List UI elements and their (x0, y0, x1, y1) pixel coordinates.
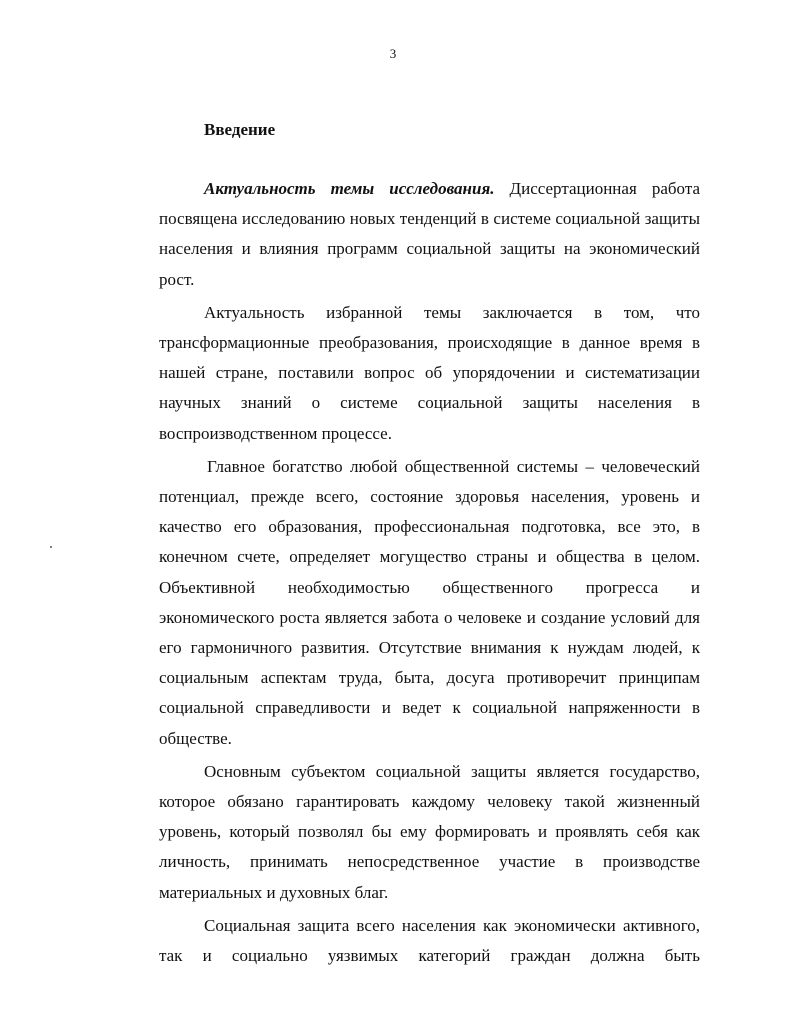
paragraph-human-potential (159, 452, 700, 754)
paragraph-population-protection (159, 911, 700, 971)
page-number: 3 (389, 46, 397, 61)
paragraph-text: Основным субъектом социальной защиты является государство, которое обязано гарантировать каждому человеку такой жизненный уровень, который позволял бы ему формировать и проявлять себя как личность, принимать непосредственное участие в производстве материальных и духовных благ. (159, 761, 700, 902)
paragraph-lead: Актуальность темы исследования. (204, 179, 495, 198)
paragraph-state-role (159, 757, 700, 908)
paragraph-text: Диссертационная работа посвящена исследованию новых тенденций в системе социальной защиты населения и влияния программ социальной защиты на экономический рост. (159, 179, 700, 289)
paragraph-text: Главное богатство любой общественной системы – человеческий потенциал, прежде всего, состояние здоровья населения, уровень и качество его образования, профессиональная подготовка, все это, в конечном счете, определяет могущество страны и общества в целом. Объективной необходимостью общественного прогресса и экономического роста является забота о человеке и создание условий для его гармоничного развития. Отсутствие внимания к нуждам людей, к социальным аспектам труда, быта, досуга противоречит принципам социальной справедливости и ведет к социальной напряженности в обществе. (159, 456, 700, 748)
paragraph-relevance-intro (159, 174, 700, 295)
body-text (159, 174, 700, 974)
paragraph-text: Актуальность избранной темы заключается в том, что трансформационные преобразования, происходящие в данное время в нашей стране, поставили вопрос об упорядочении и систематизации научных знаний о системе социальной защиты населения в воспроизводственном процессе. (159, 302, 700, 443)
section-heading: Введение (204, 120, 276, 139)
paragraph-relevance-topic (159, 298, 700, 449)
scan-speck (50, 546, 52, 548)
paragraph-text: Социальная защита всего населения как экономически активного, так и социально уязвимых категорий граждан должна быть (159, 915, 700, 966)
